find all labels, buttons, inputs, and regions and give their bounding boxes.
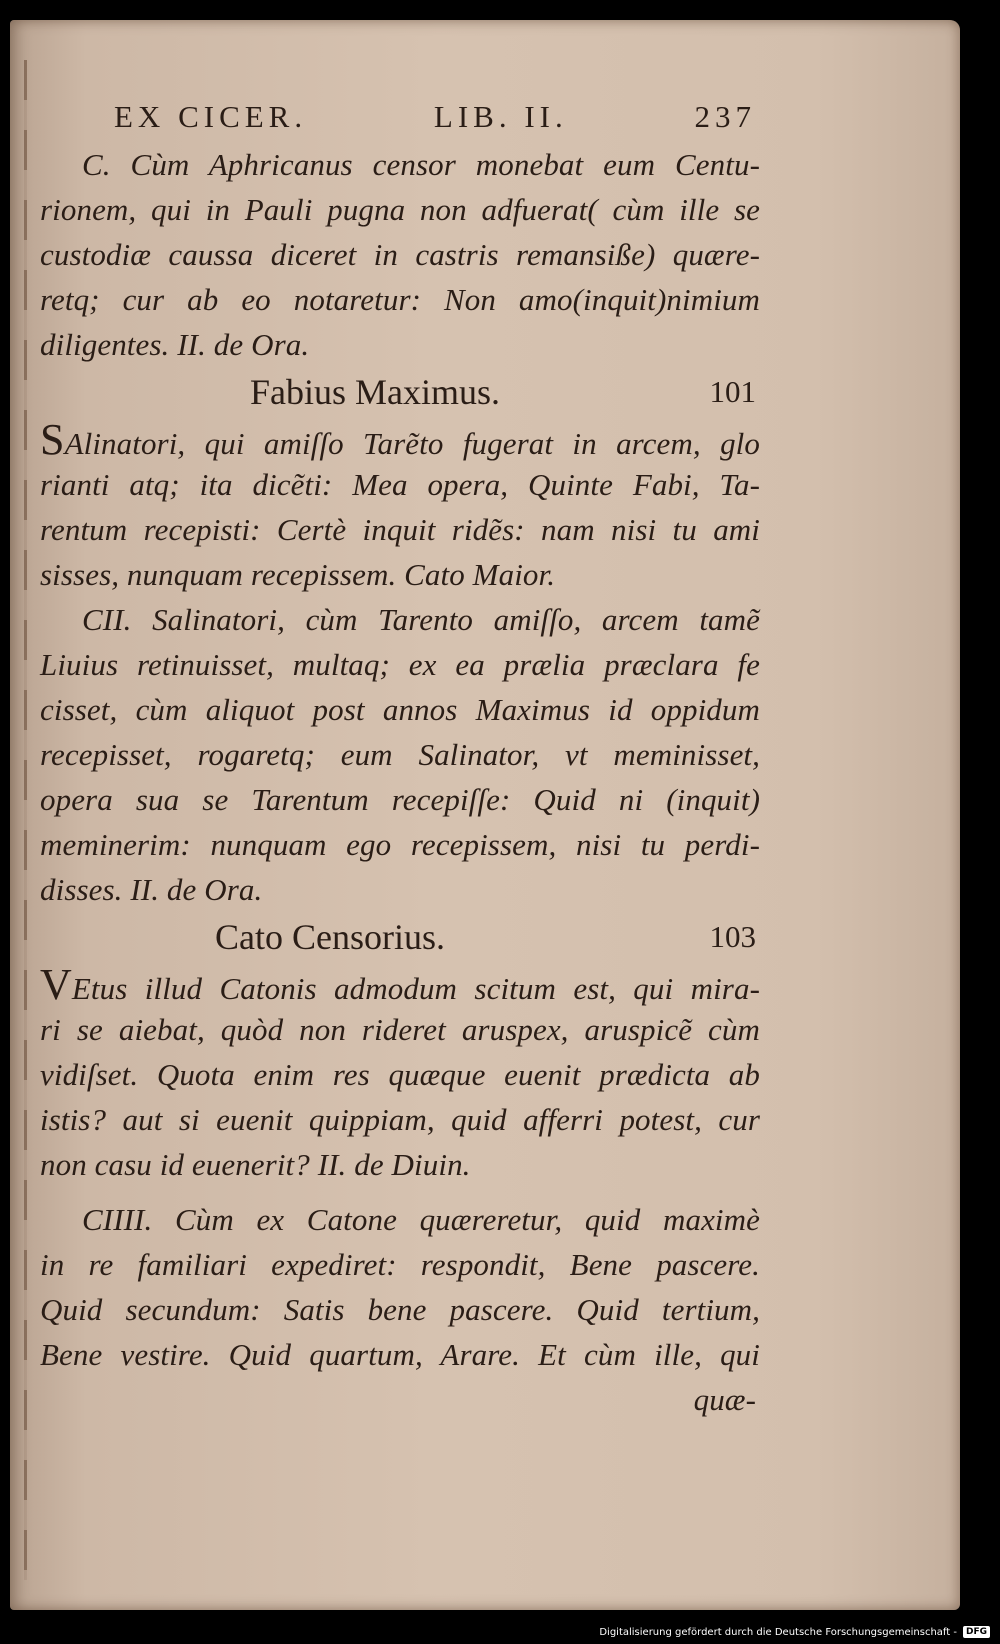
footer-text: Digitalisierung gefördert durch die Deutsche Forschungsgemeinschaft - [599,1626,957,1638]
text-line-rest: Alinatori, qui amiſſo Tarẽto fugerat in arcem, glo [64,426,760,461]
paragraph-3 [40,597,760,912]
drop-capital: S [40,415,65,464]
section-title: Cato Censorius. [215,917,445,957]
text-line: C. Cùm Aphricanus censor monebat eum Centu- [82,147,760,182]
text-line [40,962,760,1007]
dfg-logo-icon: DFG [963,1626,990,1638]
section-title: Fabius Maximus. [250,372,501,412]
section-heading-cato [40,912,760,962]
text-line: meminerim: nunquam ego recepissem, nisi tu perdi- [40,827,760,862]
text-block [40,92,760,1422]
text-line: custodiæ caussa diceret in castris remansiße) quære- [40,237,760,272]
text-line: disses. II. de Ora. [40,872,263,907]
text-line: rianti atq; ita dicẽti: Mea opera, Quinte Fabi, Ta- [40,467,760,502]
running-head-middle: LIB. II. [433,99,568,134]
running-head-left: EX CICER. [114,99,308,134]
text-line: CIIII. Cùm ex Catone quæreretur, quid maximè [82,1202,760,1237]
drop-capital: V [40,960,72,1009]
text-line: cisset, cùm aliquot post annos Maximus id oppidum [40,692,760,727]
text-line: diligentes. II. de Ora. [40,327,310,362]
text-line: recepisset, rogaretq; eum Salinator, vt meminisset, [40,737,760,772]
text-line: in re familiari expediret: respondit, Bene pascere. [40,1247,760,1282]
text-line: sisses, nunquam recepissem. Cato Maior. [40,557,556,592]
section-heading-fabius [40,367,760,417]
text-line-rest: Etus illud Catonis admodum scitum est, qui mira- [71,971,760,1006]
running-head [40,92,760,142]
text-line [40,417,760,462]
paragraph-1 [40,142,760,367]
text-line: opera sua se Tarentum recepiſſe: Quid ni (inquit) [40,782,760,817]
catchword: quæ- [693,1382,756,1417]
paragraph-5 [40,1197,760,1377]
section-number: 103 [709,919,756,954]
text-line: Liuius retinuisset, multaq; ex ea prælia præclara fe [40,647,760,682]
text-line: Quid secundum: Satis bene pascere. Quid tertium, [40,1292,760,1327]
book-page [10,20,960,1610]
paragraph-4 [40,962,760,1187]
text-line: vidiſset. Quota enim res quæque euenit prædicta ab [40,1057,760,1092]
digitization-footer [599,1626,990,1638]
paragraph-2 [40,417,760,597]
section-number: 101 [709,374,756,409]
text-line: CII. Salinatori, cùm Tarento amiſſo, arcem tamẽ [82,602,760,637]
page-number: 237 [694,99,756,134]
text-line: retq; cur ab eo notaretur: Non amo(inquit)nimium [40,282,760,317]
text-line: ri se aiebat, quòd non rideret aruspex, aruspicẽ cùm [40,1012,760,1047]
text-line: non casu id euenerit? II. de Diuin. [40,1147,471,1182]
text-line: rentum recepisti: Certè inquit ridẽs: nam nisi tu ami [40,512,760,547]
page-gutter-shadow [24,60,27,1580]
paragraph-gap [40,1187,760,1197]
text-line: Bene vestire. Quid quartum, Arare. Et cùm ille, qui [40,1337,760,1372]
text-line: istis? aut si euenit quippiam, quid afferri potest, cur [40,1102,760,1137]
text-line: rionem, qui in Pauli pugna non adfuerat( cùm ille se [40,192,760,227]
